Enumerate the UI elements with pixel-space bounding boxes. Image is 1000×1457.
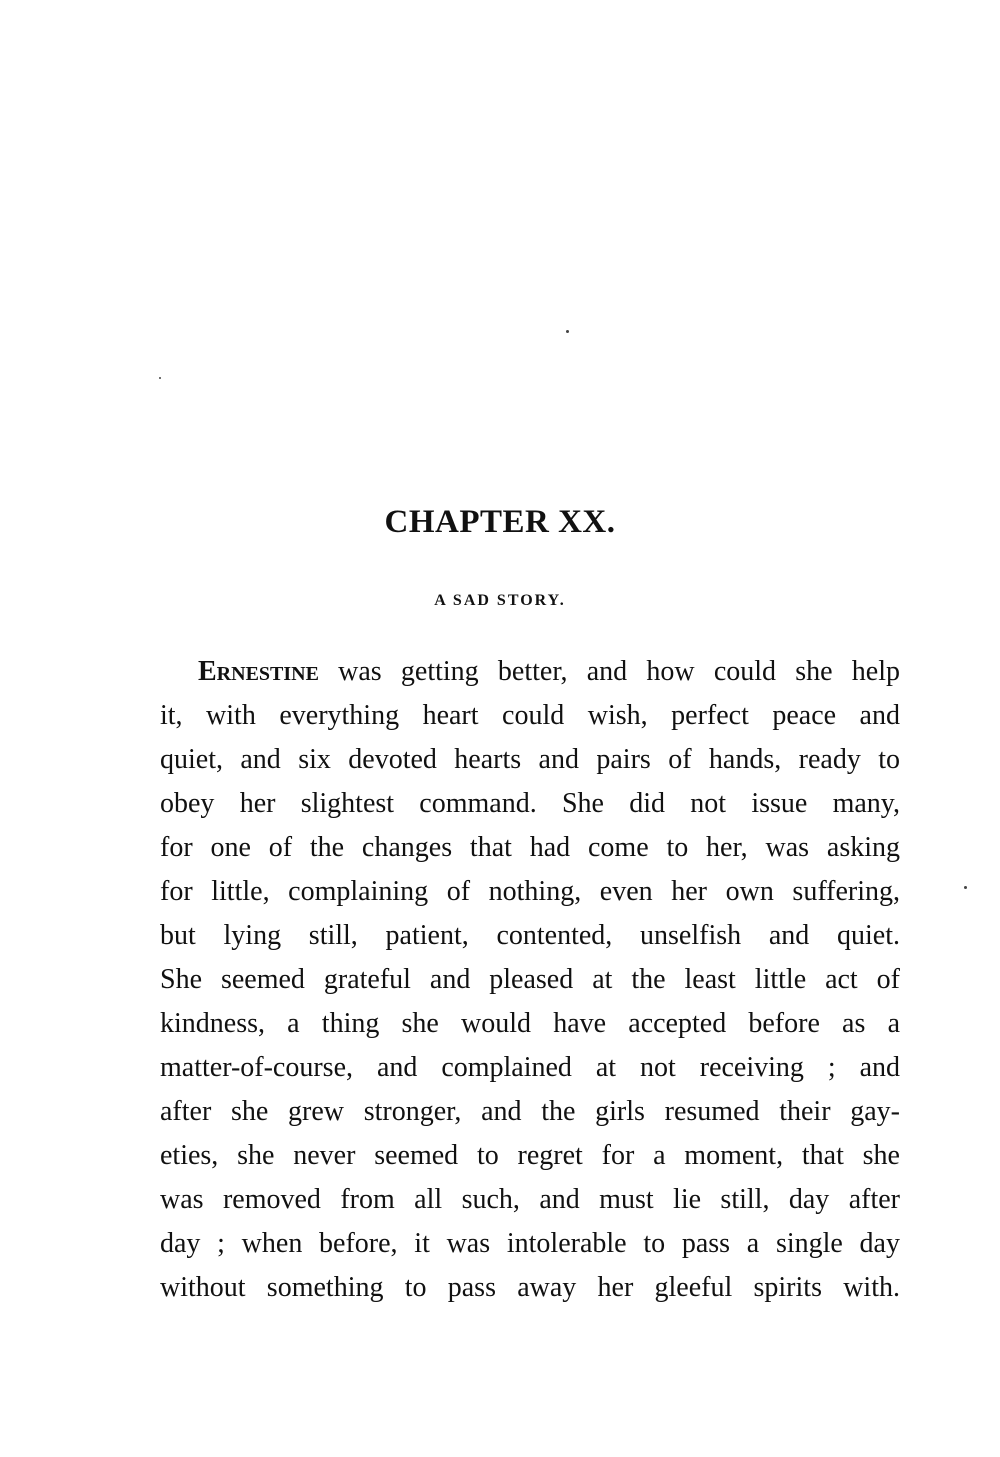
lead-word: Ernestine bbox=[198, 656, 319, 687]
text-line: after she grew stronger, and the girls resumed their gay- bbox=[160, 1096, 900, 1127]
text-line: for little, complaining of nothing, even her own suffering, bbox=[160, 876, 900, 907]
text-line: for one of the changes that had come to her, was asking bbox=[160, 832, 900, 863]
print-speck bbox=[159, 377, 161, 379]
text-line: kindness, a thing she would have accepted before as a bbox=[160, 1008, 900, 1039]
text-line-content: was getting better, and how could she help bbox=[318, 656, 900, 687]
text-line: but lying still, patient, contented, unselfish and quiet. bbox=[160, 920, 900, 951]
print-speck bbox=[566, 330, 569, 333]
text-line: She seemed grateful and pleased at the least little act of bbox=[160, 964, 900, 995]
text-line: matter-of-course, and complained at not receiving ; and bbox=[160, 1052, 900, 1083]
text-line: quiet, and six devoted hearts and pairs of hands, ready to bbox=[160, 744, 900, 775]
chapter-title: CHAPTER XX. bbox=[384, 504, 616, 540]
text-line: was removed from all such, and must lie still, day after bbox=[160, 1184, 900, 1215]
text-line: obey her slightest command. She did not issue many, bbox=[160, 788, 900, 819]
text-line: it, with everything heart could wish, perfect peace and bbox=[160, 700, 900, 731]
text-line: without something to pass away her gleeful spirits with. bbox=[160, 1272, 900, 1303]
text-line bbox=[160, 650, 900, 694]
text-line: day ; when before, it was intolerable to pass a single day bbox=[160, 1228, 900, 1259]
print-speck bbox=[964, 886, 967, 889]
text-line: eties, she never seemed to regret for a moment, that she bbox=[160, 1140, 900, 1171]
body-paragraph bbox=[160, 650, 900, 1310]
chapter-subtitle: A SAD STORY. bbox=[434, 592, 566, 609]
